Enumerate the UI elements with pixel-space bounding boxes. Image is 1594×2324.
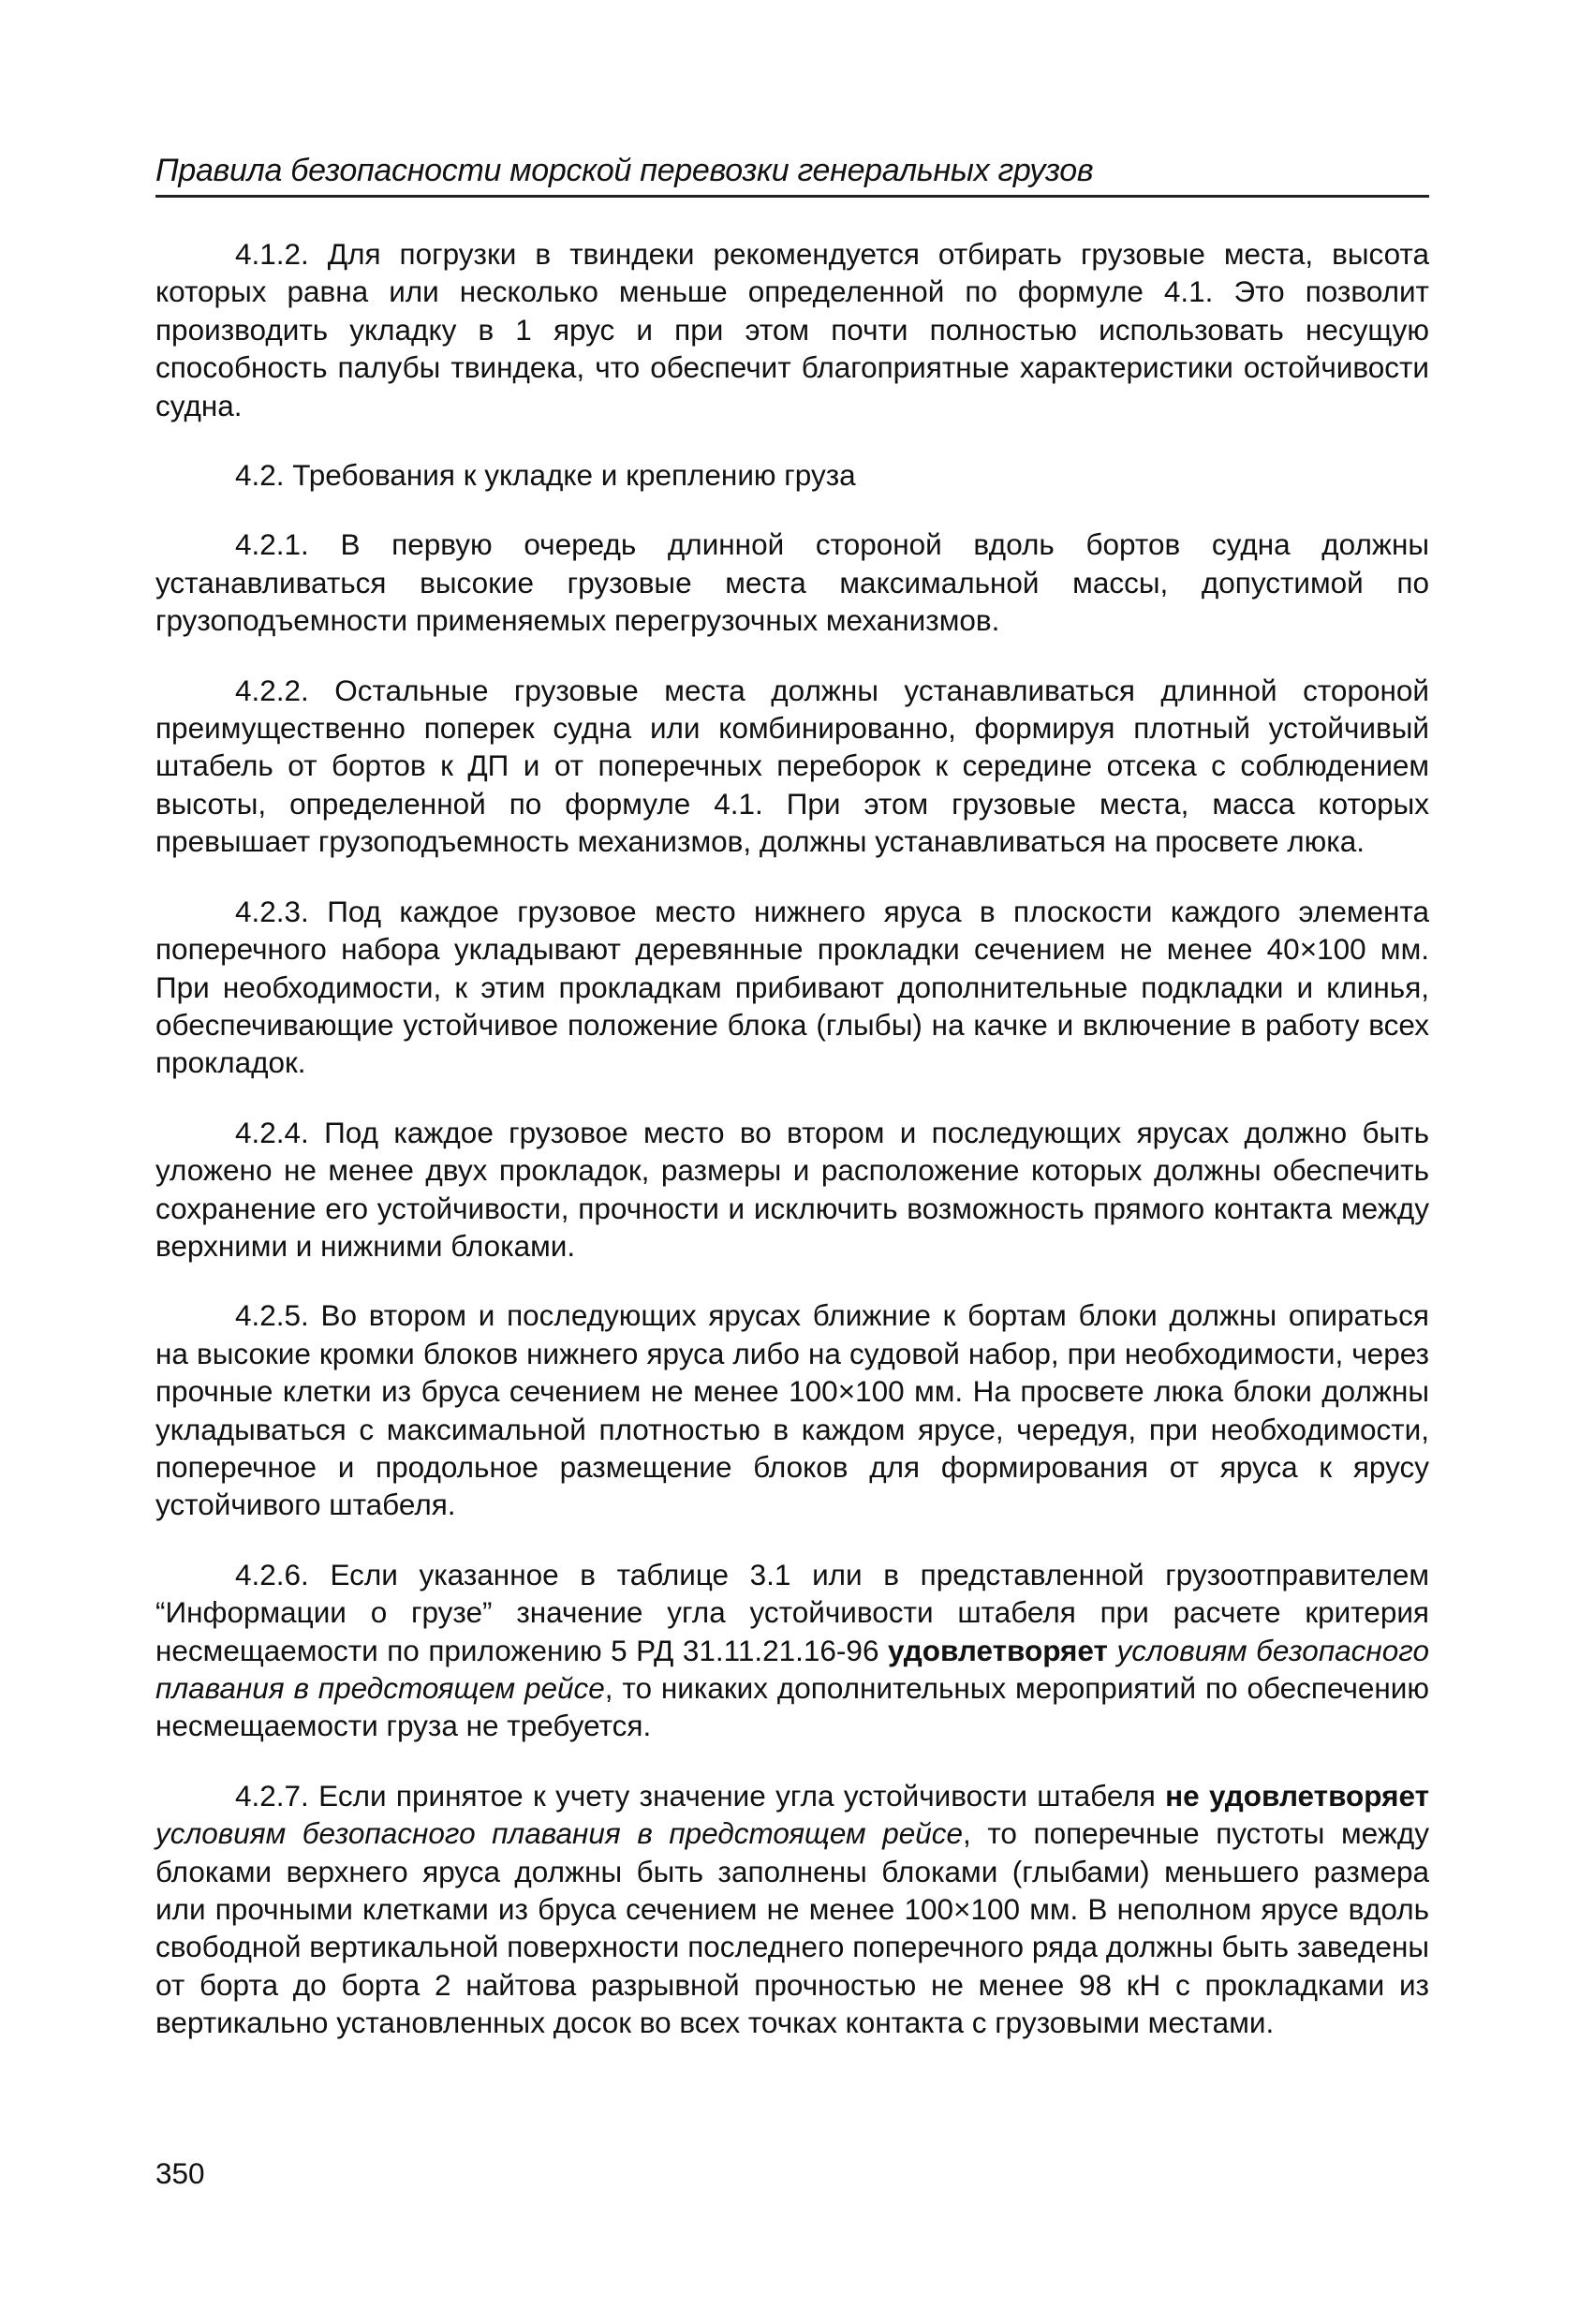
running-header: Правила безопасности морской перевозки генеральных грузов: [155, 150, 1429, 198]
paragraph-4-2-6: [155, 1556, 1429, 1745]
paragraph-4-2-4: 4.2.4. Под каждое грузовое место во втором и последующих ярусах должно быть уложено не менее двух прокладок, размеры и расположение которых должны обеспечить сохранение его устойчивости, прочности и исключить возможность прямого контакта между верхними и нижними блоками.: [155, 1115, 1429, 1263]
paragraph-4-2-2: 4.2.2. Остальные грузовые места должны устанавливаться длинной стороной преимущественно поперек судна или комбинированно, формируя плотный устойчивый штабель от бортов к ДП и от поперечных переборок к середине отсека с соблюдением высоты, определенной по формуле 4.1. При этом грузовые места, масса которых превышает грузоподъемность механизмов, должны устанавливаться на просвете люка.: [155, 673, 1429, 859]
page-number: 350: [155, 2156, 205, 2190]
paragraph-4-2-1: 4.2.1. В первую очередь длинной стороной вдоль бортов судна должны устанавливаться высокие грузовые места максимальной массы, допустимой по грузоподъемности применяемых перегрузочных механизмов.: [155, 527, 1429, 638]
document-page: [155, 150, 1429, 2074]
section-heading-4-2: 4.2. Требования к укладке и креплению груза: [235, 458, 856, 493]
paragraph-4-2-6-text: 4.2.6. Если указанное в таблице 3.1 или в представленной грузоотправителем “Информации о грузе” значение угла устойчивости штабеля при расчете критерия несмещаемости по приложению 5 РД 31.11.21.16-96: [155, 1557, 1429, 1667]
paragraph-4-2-6-bold: удовлетворяет: [887, 1633, 1108, 1667]
paragraph-4-2-7: [155, 1777, 1429, 2042]
document-body: [155, 235, 1429, 2042]
paragraph-4-2-7-italic: условиям безопасного плавания в предстоящем рейсе: [155, 1816, 964, 1851]
paragraph-4-2-3: 4.2.3. Под каждое грузовое место нижнего яруса в плоскости каждого элемента поперечного набора укладывают деревянные прокладки сечением не менее 40×100 мм. При необходимости, к этим прокладкам прибивают дополнительные подкладки и клинья, обеспечивающие устойчивое положение блока (глыбы) на качке и включение в работу всех прокладок.: [155, 894, 1429, 1080]
paragraph-4-1-2: 4.1.2. Для погрузки в твиндеки рекомендуется отбирать грузовые места, высота которых равна или несколько меньше определенной по формуле 4.1. Это позволит производить укладку в 1 ярус и при этом почти полностью использовать несущую способность палубы твиндека, что обеспечит благоприятные характеристики остойчивости судна.: [155, 237, 1429, 422]
paragraph-4-2-7-text: 4.2.7. Если принятое к учету значение угла устойчивости штабеля: [235, 1778, 1166, 1813]
paragraph-4-2-7-tail: , то поперечные пустоты между блоками верхнего яруса должны быть заполнены блоками (глыбами) меньшего размера или прочными клетками из бруса сечением не менее 100×100 мм. В неполном ярусе вдоль свободной вертикальной поверхности последнего поперечного ряда должны быть заведены от борта до борта 2 найтова разрывной прочностью не менее 98 кН с прокладками из вертикально установленных досок во всех точках контакта с грузовыми местами.: [155, 1816, 1429, 2040]
paragraph-4-2-6-tail: , то никаких дополнительных мероприятий по обеспечению несмещаемости груза не требуется.: [155, 1671, 1429, 1743]
paragraph-4-2-5: 4.2.5. Во втором и последующих ярусах ближние к бортам блоки должны опираться на высокие кромки блоков нижнего яруса либо на судовой набор, при необходимости, через прочные клетки из бруса сечением не менее 100×100 мм. На просвете люка блоки должны укладываться с максимальной плотностью в каждом ярусе, чередуя, при необходимости, поперечное и продольное размещение блоков для формирования от яруса к ярусу устойчивого штабеля.: [155, 1298, 1429, 1522]
paragraph-4-2-6-italic: условиям безопасного плавания в предстоящем рейсе: [155, 1633, 1429, 1705]
paragraph-4-2-7-bold: не удовлетворяет: [1165, 1778, 1429, 1813]
